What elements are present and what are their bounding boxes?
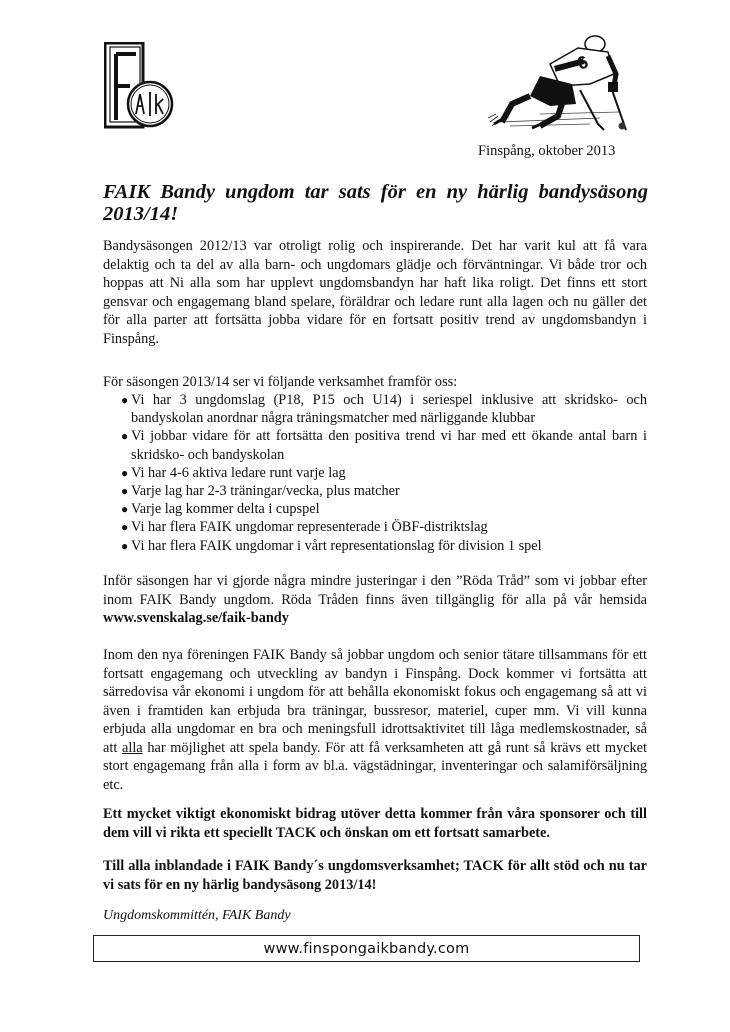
thanks-paragraph: Till alla inblandade i FAIK Bandy´s ungdomsverksamhet; TACK för allt stöd och nu tar vi sats för en ny härlig bandysäsong 2013/14! [103,858,647,893]
bullet-icon: ● [121,520,129,535]
list-item: ● Varje lag kommer delta i cupspel [121,501,320,518]
season-intro: För säsongen 2013/14 ser vi följande verksamhet framför oss: [103,374,458,390]
footer-url-box [93,935,640,962]
document-title: FAIK Bandy ungdom tar sats för en ny härlig bandysäsong 2013/14! [103,181,648,225]
underlined-alla: alla [122,739,143,756]
signature: Ungdomskommittén, FAIK Bandy [103,908,291,923]
bullet-icon: ● [121,484,129,499]
list-item: ● Vi jobbar vidare för att fortsätta den positiva trend vi har med ett ökande antal barn i skridsko- och bandyskolan [121,428,647,463]
bullet-icon: ● [121,502,129,517]
list-item: ● Vi har 4-6 aktiva ledare runt varje lag [121,464,346,481]
list-item: ● Vi har 3 ungdomslag (P18, P15 och U14) i seriespel inklusive att skridsko- och bandyskolan anordnar några träningsmatcher med närliggande klubbar [121,392,647,427]
sponsors-paragraph: Ett mycket viktigt ekonomiskt bidrag utöver detta kommer från våra sponsorer och till dem vill vi rikta ett speciellt TACK och önskan om ett fortsatt samarbete. [103,806,647,841]
bullet-icon: ● [121,465,129,480]
website-link[interactable]: www.finspongaikbandy.com [263,940,470,957]
bandy-player-icon [480,34,630,134]
roda-trad-paragraph: Inför säsongen har vi gjorde några mindre justeringar i den ”Röda Tråd” som vi jobbar efter inom FAIK Bandy ungdom. Röda Tråden finns även tillgänglig för alla på vår hemsida www.svenskalag.se/faik-bandy [103,573,647,626]
activity-list [103,391,647,555]
bullet-icon: ● [121,393,129,407]
bullet-icon: ● [121,538,129,553]
faik-logo [104,42,176,130]
list-item: ● Vi har flera FAIK ungdomar i vårt representationslag för division 1 spel [121,537,542,554]
faik-logo-icon [104,42,176,130]
economy-paragraph: Inom den nya föreningen FAIK Bandy så jobbar ungdom och senior tätare tillsammans för ett fortsatt engagemang och utveckling av bandyn i Finspång. Dock kommer vi fortsätta att särredovisa vår ekonomi i ungdom för att behålla ekonomiskt fokus och engagemang så att vi även i framtiden kan erbjuda bra träningar, bussresor, materiel, cuper mm. Vi vill kunna erbjuda alla ungdomar en bra och meningsfull idrottsaktivitet till låga medlemskostnader, så att alla har möjlighet att spela bandy. För att få verksamheten att gå runt så krävs ett mycket stort engagemang från alla i form av bl.a. vägstädningar, inventeringar och salamiförsäljning etc. [103,647,647,793]
svenskalag-link[interactable]: www.svenskalag.se/faik-bandy [103,610,289,626]
list-item: ● Varje lag har 2-3 träningar/vecka, plus matcher [121,483,400,500]
dateline: Finspång, oktober 2013 [478,143,616,159]
bandy-player-illustration [480,34,630,134]
list-item: ● Vi har flera FAIK ungdomar representerade i ÖBF-distriktslag [121,519,488,536]
bullet-icon: ● [121,429,129,444]
intro-paragraph: Bandysäsongen 2012/13 var otroligt rolig och inspirerande. Det har varit kul att få vara delaktig och ta del av alla barn- och ungdomars glädje och förväntningar. Vi både tror och hoppas att Ni alla som har upplevt ungdomsbandyn har haft lika roligt. Det finns ett stort gensvar och engagemang bland spelare, föräldrar och ledare runt alla lagen och nu gäller det för alla parter att fortsätta jobba vidare för en fortsatt positiv trend av ungdomsbandyn i Finspång. [103,238,647,347]
